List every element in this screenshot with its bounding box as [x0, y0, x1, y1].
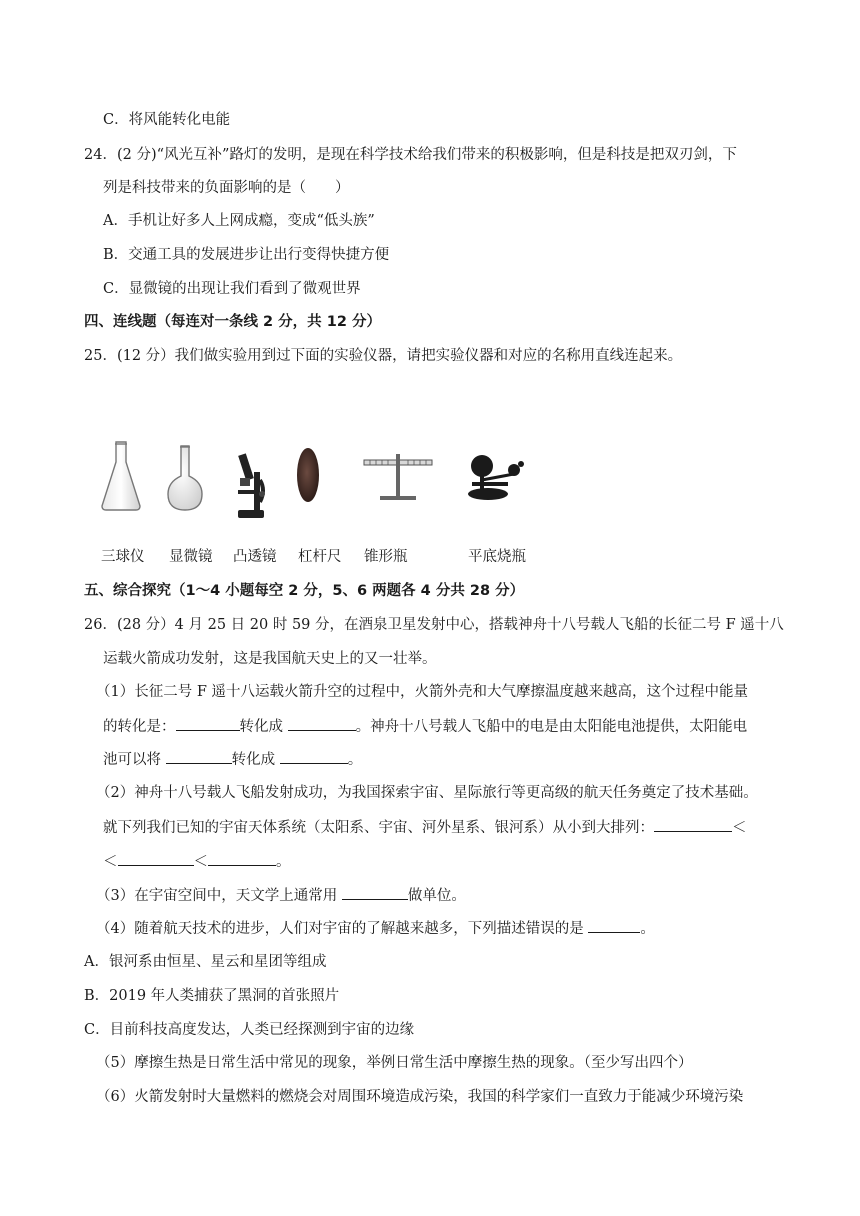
answer-blank[interactable] — [280, 749, 348, 764]
q26-part3: （3）在宇宙空间中，天文学上通常用 做单位。 — [96, 885, 466, 906]
section5-title: 五、综合探究（1～4 小题每空 2 分，5、6 两题各 4 分共 28 分） — [84, 583, 525, 599]
round-bottom-flask-icon — [166, 444, 204, 512]
conical-flask-icon — [100, 440, 142, 512]
convex-lens-icon — [296, 446, 320, 504]
answer-blank[interactable] — [288, 716, 356, 731]
q26-part6: （6）火箭发射时大量燃料的燃烧会对周围环境造成污染，我国的科学家们一直致力于能减少环境污染 — [96, 1089, 744, 1105]
answer-blank[interactable] — [176, 716, 240, 731]
q23-option-c: C．将风能转化电能 — [103, 112, 231, 128]
q26-part4: （4）随着航天技术的进步，人们对宇宙的了解越来越多，下列描述错误的是 。 — [96, 918, 655, 939]
answer-blank[interactable] — [166, 749, 232, 764]
q24-stem-line1: 24．(2 分)“风光互补”路灯的发明，是现在科学技术给我们带来的积极影响，但是科技是把双刃剑，下 — [84, 147, 737, 163]
q26-part1-line1: （1）长征二号 F 遥十八运载火箭升空的过程中，火箭外壳和大气摩擦温度越来越高，这个过程中能量 — [96, 684, 749, 700]
q26-part5: （5）摩擦生热是日常生活中常见的现象，举例日常生活中摩擦生热的现象。（至少写出四个） — [96, 1055, 693, 1071]
q24-option-c: C．显微镜的出现让我们看到了微观世界 — [103, 281, 361, 297]
name-option-4: 杠杆尺 — [298, 549, 342, 565]
q24-option-b: B．交通工具的发展进步让出行变得快捷方便 — [103, 247, 390, 263]
q26-stem-line2: 运载火箭成功发射，这是我国航天史上的又一壮举。 — [103, 651, 437, 667]
name-option-1: 三球仪 — [101, 549, 145, 565]
q26-part1-line2: 的转化是： 转化成 。神舟十八号载人飞船中的电是由太阳能电池提供，太阳能电 — [103, 716, 747, 737]
q26-option-b: B．2019 年人类捕获了黑洞的首张照片 — [84, 988, 340, 1004]
answer-blank[interactable] — [654, 817, 732, 832]
name-option-3: 凸透镜 — [233, 549, 277, 565]
tellurion-icon — [464, 452, 526, 502]
lever-ruler-icon — [362, 452, 434, 502]
q26-part1-line3: 池可以将 转化成 。 — [103, 749, 362, 770]
q26-part2-line2: 就下列我们已知的宇宙天体系统（太阳系、宇宙、河外星系、银河系）从小到大排列： ＜ — [103, 817, 747, 838]
section4-title: 四、连线题（每连对一条线 2 分，共 12 分） — [84, 314, 381, 330]
name-option-5: 锥形瓶 — [364, 549, 408, 565]
q26-option-a: A．银河系由恒星、星云和星团等组成 — [84, 954, 327, 970]
q26-stem-line1: 26．(28 分）4 月 25 日 20 时 59 分，在酒泉卫星发射中心，搭载神舟十八号载人飞船的长征二号 F 遥十八 — [84, 617, 784, 633]
answer-blank[interactable] — [588, 918, 640, 933]
q26-part2-line3: ＜ ＜ 。 — [103, 851, 291, 872]
answer-blank[interactable] — [208, 851, 276, 866]
q25-stem: 25．(12 分）我们做实验用到过下面的实验仪器，请把实验仪器和对应的名称用直线连起来。 — [84, 348, 683, 364]
name-option-2: 显微镜 — [169, 549, 213, 565]
microscope-icon — [232, 450, 268, 520]
q24-option-a: A．手机让好多人上网成瘾，变成“低头族” — [103, 213, 375, 229]
answer-blank[interactable] — [118, 851, 194, 866]
q26-option-c: C．目前科技高度发达，人类已经探测到宇宙的边缘 — [84, 1022, 415, 1038]
name-option-6: 平底烧瓶 — [468, 549, 526, 565]
q26-part2-line1: （2）神舟十八号载人飞船发射成功，为我国探索宇宙、星际旅行等更高级的航天任务奠定了技术基础。 — [96, 785, 758, 801]
q24-stem-line2: 列是科技带来的负面影响的是（ ） — [103, 180, 350, 196]
answer-blank[interactable] — [342, 885, 408, 900]
